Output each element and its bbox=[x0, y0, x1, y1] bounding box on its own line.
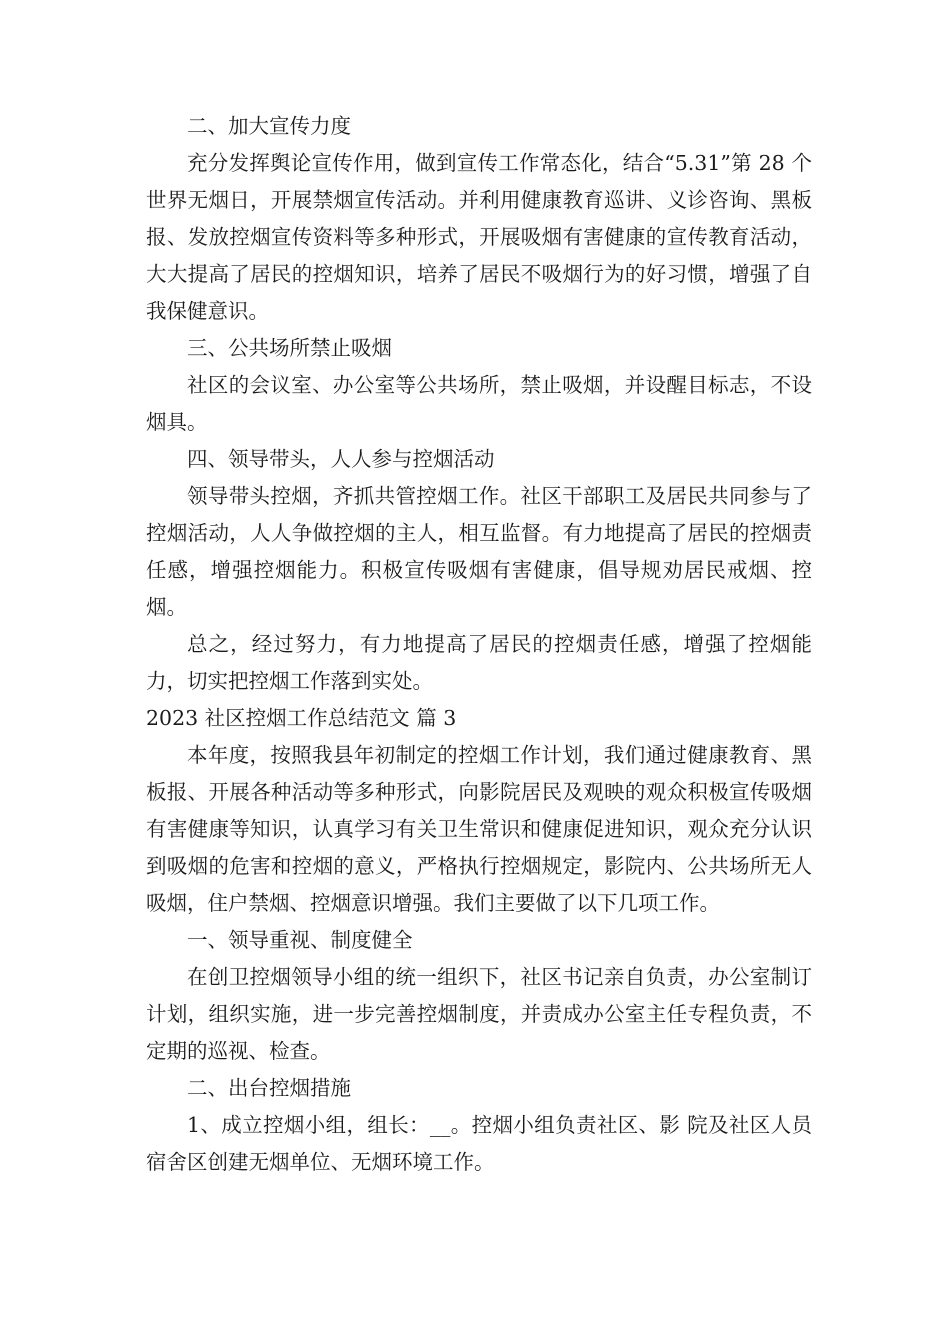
paragraph-leadership: 领导带头控烟，齐抓共管控烟工作。社区干部职工及居民共同参与了控烟活动，人人争做控烟的主人，相互监督。有力地提高了居民的控烟责任感，增强控烟能力。积极宣传吸烟有害健康，倡导规劝居民戒烟、控烟。 bbox=[146, 484, 812, 619]
article-title: 2023 社区控烟工作总结范文 篇 3 bbox=[146, 706, 457, 730]
paragraph-measures-1: 1、成立控烟小组，组长：__。控烟小组负责社区、影 院及社区人员宿舍区创建无烟单位、无烟环境工作。 bbox=[146, 1113, 812, 1174]
section-heading-leadership: 四、领导带头，人人参与控烟活动 bbox=[187, 447, 495, 471]
section-heading-system: 一、领导重视、制度健全 bbox=[187, 928, 413, 952]
section-heading-measures: 二、出台控烟措施 bbox=[187, 1076, 351, 1100]
paragraph-system: 在创卫控烟领导小组的统一组织下，社区书记亲自负责，办公室制订计划，组织实施，进一步完善控烟制度，并责成办公室主任专程负责，不定期的巡视、检查。 bbox=[146, 965, 812, 1063]
section-heading-public-places: 三、公共场所禁止吸烟 bbox=[187, 336, 392, 360]
paragraph-publicity: 充分发挥舆论宣传作用，做到宣传工作常态化，结合“5.31”第 28 个世界无烟日，开展禁烟宣传活动。并利用健康教育巡讲、义诊咨询、黑板报、发放控烟宣传资料等多种形式，开展吸烟有害健康的宣传教育活动，大大提高了居民的控烟知识，培养了居民不吸烟行为的好习惯，增强了自我保健意识。 bbox=[146, 151, 812, 323]
paragraph-summary: 总之，经过努力，有力地提高了居民的控烟责任感，增强了控烟能力，切实把控烟工作落到实处。 bbox=[146, 632, 812, 693]
document-body bbox=[146, 108, 812, 1181]
section-heading-publicity: 二、加大宣传力度 bbox=[187, 114, 351, 138]
paragraph-intro: 本年度，按照我县年初制定的控烟工作计划，我们通过健康教育、黑板报、开展各种活动等多种形式，向影院居民及观映的观众积极宣传吸烟有害健康等知识，认真学习有关卫生常识和健康促进知识，观众充分认识到吸烟的危害和控烟的意义，严格执行控烟规定，影院内、公共场所无人吸烟，住户禁烟、控烟意识增强。我们主要做了以下几项工作。 bbox=[146, 743, 812, 915]
paragraph-public-places: 社区的会议室、办公室等公共场所，禁止吸烟，并设醒目标志，不设烟具。 bbox=[146, 373, 812, 434]
